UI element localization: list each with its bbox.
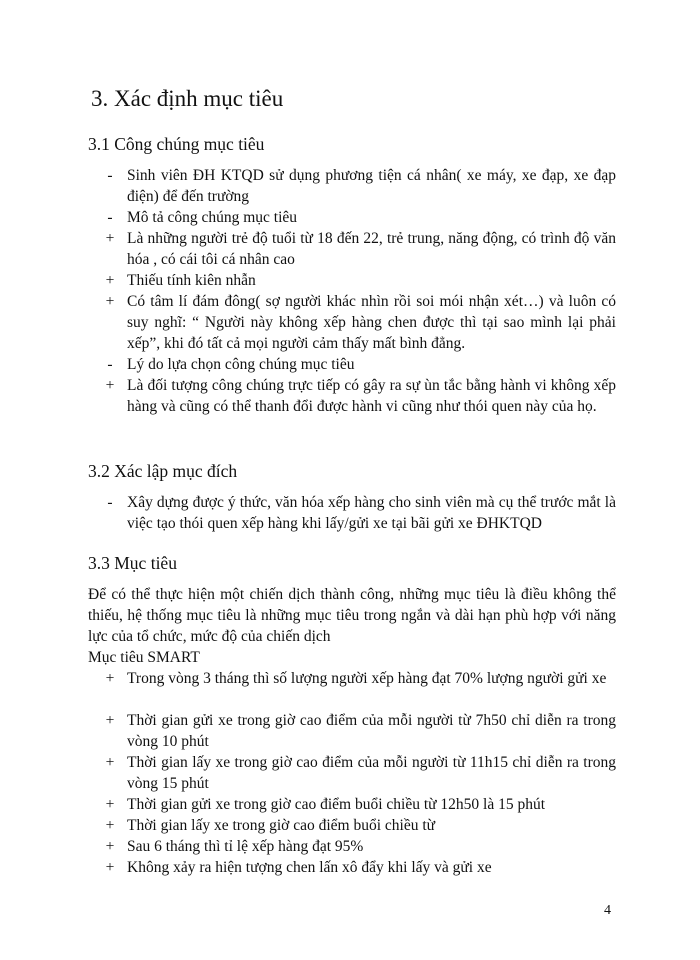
list-marker: + — [105, 796, 115, 813]
list-item-text: Thiếu tính kiên nhẫn — [127, 272, 256, 289]
list-marker: - — [107, 209, 113, 226]
list-item-text: Mô tả công chúng mục tiêu — [127, 209, 298, 226]
list-marker: - — [107, 356, 113, 373]
list-item-text: Lý do lựa chọn công chúng mục tiêu — [127, 356, 355, 373]
list-marker: + — [105, 838, 115, 855]
subsection-title-goal: 3.2 Xác lập mục đích — [88, 461, 238, 481]
section-heading: 3. Xác định mục tiêu — [91, 86, 284, 111]
list-marker: + — [105, 293, 115, 310]
intro-paragraph: Để có thể thực hiện một chiến dịch thành công, những mục tiêu là điều không thể thiếu, hệ thống mục tiêu là những mục tiêu trong ngắn và dài hạn phù hợp với năng lực của tổ chức, mức độ của chiến dịch — [88, 586, 616, 645]
list-marker: + — [105, 670, 115, 687]
list-item-text: Thời gian lấy xe trong giờ cao điểm buổi chiều từ — [127, 817, 436, 834]
list-item-text: Thời gian gửi xe trong giờ cao điểm của mỗi người từ 7h50 chỉ diễn ra trong vòng 10 phút — [127, 712, 616, 750]
list-item-text: Là đối tượng công chúng trực tiếp có gây ra sự ùn tắc bằng hành vi không xếp hàng và cũng có thể thanh đổi được hành vi cũng như thói quen này của họ. — [127, 377, 616, 415]
list-marker: + — [105, 712, 115, 729]
list-item-text: Sau 6 tháng thì tỉ lệ xếp hàng đạt 95% — [127, 838, 364, 855]
list-marker: + — [105, 817, 115, 834]
list-item-text: Thời gian gửi xe trong giờ cao điểm buổi chiều từ 12h50 là 15 phút — [127, 796, 546, 813]
list-item-text: Thời gian lấy xe trong giờ cao điểm của mỗi người từ 11h15 chỉ diễn ra trong vòng 15 phút — [127, 754, 616, 792]
list-item-text: Có tâm lí đám đông( sợ người khác nhìn rồi soi mói nhận xét…) và luôn có suy nghĩ: “ Người này không xếp hàng chen được thì tại sao mình lại phải xếp”, khi đó tất cả mọi người cảm thấy mất bình đẳng. — [127, 293, 616, 352]
list-item-text: Sinh viên ĐH KTQD sử dụng phương tiện cá nhân( xe máy, xe đạp, xe đạp điện) để đến trường — [127, 167, 616, 205]
list-item-text: Trong vòng 3 tháng thì số lượng người xếp hàng đạt 70% lượng người gửi xe — [127, 670, 607, 687]
smart-label: Mục tiêu SMART — [88, 649, 200, 666]
list-item-text: Xây dựng được ý thức, văn hóa xếp hàng cho sinh viên mà cụ thể trước mắt là việc tạo thói quen xếp hàng khi lấy/gửi xe tại bãi gửi xe ĐHKTQD — [127, 494, 616, 532]
list-marker: - — [107, 494, 113, 511]
subsection-title-objectives: 3.3 Mục tiêu — [88, 553, 177, 573]
page-number: 4 — [604, 903, 611, 918]
list-marker: + — [105, 859, 115, 876]
list-item-text: Là những người trẻ độ tuổi từ 18 đến 22, trẻ trung, năng động, có trình độ văn hóa , có cái tôi cá nhân cao — [127, 230, 616, 268]
list-marker: - — [107, 167, 113, 184]
list-marker: + — [105, 230, 115, 247]
list-marker: + — [105, 377, 115, 394]
list-item-text: Không xảy ra hiện tượng chen lấn xô đẩy khi lấy và gửi xe — [127, 859, 492, 876]
list-marker: + — [105, 272, 115, 289]
list-marker: + — [105, 754, 115, 771]
subsection-title-target-audience: 3.1 Công chúng mục tiêu — [88, 134, 265, 154]
